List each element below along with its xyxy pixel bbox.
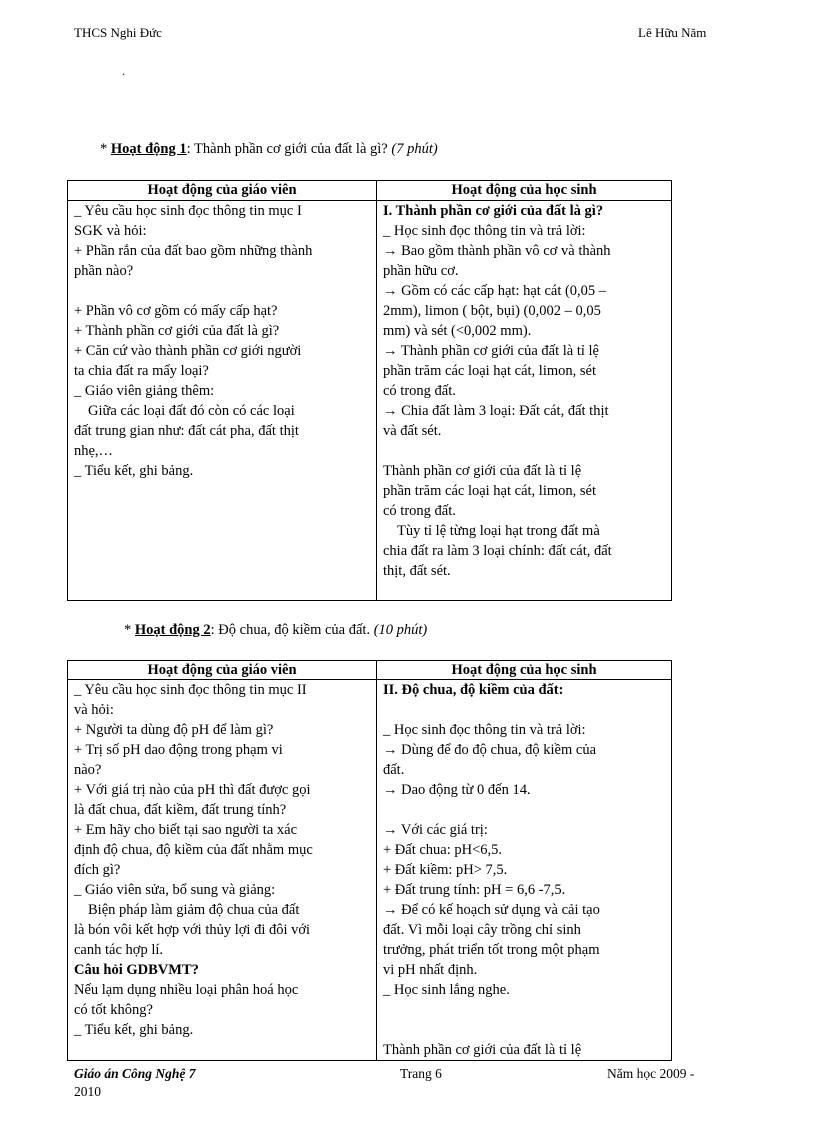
text-line: + Với giá trị nào của pH thì đất được gọi — [74, 782, 311, 798]
text-line: _ Học sinh đọc thông tin và trả lời: — [383, 222, 586, 239]
text-line: định độ chua, độ kiềm của đất nhằm mục — [74, 842, 313, 858]
text-line: phần hữu cơ. — [383, 262, 459, 279]
activity1-student-cell — [377, 200, 672, 600]
text-line: vi pH nhất định. — [383, 962, 478, 978]
text-line: + Đất trung tính: pH = 6,6 -7,5. — [383, 882, 566, 898]
section-heading: II. Độ chua, độ kiềm của đất: — [383, 682, 564, 698]
text-line: _ Giáo viên giảng thêm: — [74, 382, 215, 399]
activity1-title — [100, 141, 438, 158]
text-line: + Căn cứ vào thành phần cơ giới người — [74, 342, 302, 359]
activity2-teacher-cell — [68, 680, 377, 1061]
text-line: → Bao gồm thành phần vô cơ và thành — [383, 242, 611, 259]
text-line: Biện pháp làm giảm độ chua của đất — [88, 902, 300, 918]
text-line: và hỏi: — [74, 702, 114, 718]
activity2-col-teacher: Hoạt động của giáo viên — [68, 661, 377, 680]
text-line: nào? — [74, 762, 102, 778]
activity1-header-row — [68, 181, 672, 201]
text-line: → Thành phần cơ giới của đất là tỉ lệ — [383, 342, 599, 359]
text-line: + Phần rắn của đất bao gồm những thành — [74, 242, 313, 259]
activity2-title — [124, 622, 427, 639]
text-line: Nếu lạm dụng nhiều loại phân hoá học — [74, 982, 299, 998]
activity2-colon: : — [210, 622, 219, 638]
activity2-col-student: Hoạt động của học sinh — [377, 661, 672, 680]
text-line: 2mm), limon ( bột, bụi) (0,002 – 0,05 — [383, 302, 601, 319]
text-line: → Với các giá trị: — [383, 822, 488, 838]
text-line: nhẹ,… — [74, 442, 114, 459]
activity1-label: Hoạt động 1 — [110, 141, 187, 157]
text-line: + Phần vô cơ gồm có mấy cấp hạt? — [74, 302, 278, 319]
text-line: đất. Vì mỗi loại cây trồng chỉ sinh — [383, 922, 581, 938]
text-line: thịt, đất sét. — [383, 562, 451, 579]
text-line: có tốt không? — [74, 1002, 153, 1018]
text-line: SGK và hỏi: — [74, 222, 147, 239]
activity1-time: (7 phút) — [391, 141, 438, 157]
activity1-col-student: Hoạt động của học sinh — [377, 181, 672, 201]
text-line: _ Giáo viên sửa, bổ sung và giảng: — [74, 882, 276, 898]
activity1-star: * — [100, 141, 111, 157]
blank-line — [383, 441, 665, 461]
blank-line — [383, 800, 665, 820]
text-line: _ Học sinh đọc thông tin và trả lời: — [383, 722, 586, 738]
text-line: _ Tiểu kết, ghi bảng. — [74, 462, 194, 479]
gdbvmt-question: Câu hỏi GDBVMT? — [74, 962, 199, 978]
footer-title: Giáo án Công Nghệ 7 — [74, 1066, 196, 1081]
text-line: đất. — [383, 762, 405, 778]
footer-year-end: 2010 — [74, 1084, 101, 1099]
header-school: THCS Nghi Đức — [74, 25, 162, 40]
text-line: + Đất kiềm: pH> 7,5. — [383, 862, 508, 878]
text-line: là bón vôi kết hợp với thủy lợi đi đôi với — [74, 922, 311, 938]
footer-page: Trang 6 — [400, 1066, 442, 1081]
text-line: → Dao động từ 0 đến 14. — [383, 782, 531, 798]
text-line: và đất sét. — [383, 422, 442, 439]
text-line: phần nào? — [74, 262, 134, 279]
text-line: _ Yêu cầu học sinh đọc thông tin mục II — [74, 682, 307, 698]
text-line: có trong đất. — [383, 502, 456, 519]
text-line: + Thành phần cơ giới của đất là gì? — [74, 322, 280, 339]
section-heading: I. Thành phần cơ giới của đất là gì? — [383, 202, 604, 219]
activity1-teacher-cell — [68, 200, 377, 600]
text-line: là đất chua, đất kiềm, đất trung tính? — [74, 802, 287, 818]
text-line: phần trăm các loại hạt cát, limon, sét — [383, 362, 596, 379]
text-line: canh tác hợp lí. — [74, 942, 163, 958]
activity2-label: Hoạt động 2 — [134, 622, 211, 638]
blank-line — [74, 281, 370, 301]
activity2-table — [67, 660, 672, 1061]
text-line: → Chia đất làm 3 loại: Đất cát, đất thịt — [383, 402, 609, 419]
activity2-student-cell — [377, 680, 672, 1061]
text-line: _ Tiểu kết, ghi bảng. — [74, 1022, 194, 1038]
activity2-text: Độ chua, độ kiềm của đất. — [218, 622, 374, 638]
text-line: + Người ta dùng độ pH để làm gì? — [74, 722, 274, 738]
text-line: có trong đất. — [383, 382, 456, 399]
text-line: đích gì? — [74, 862, 121, 878]
activity2-time: (10 phút) — [373, 622, 428, 638]
activity2-body-row — [68, 680, 672, 1061]
activity2-header-row — [68, 661, 672, 680]
text-line: _ Học sinh lắng nghe. — [383, 982, 510, 998]
text-line: phần trăm các loại hạt cát, limon, sét — [383, 482, 596, 499]
footer-school-year: Năm học 2009 - — [607, 1066, 695, 1081]
blank-line — [383, 1020, 665, 1040]
text-line: ta chia đất ra mấy loại? — [74, 362, 209, 379]
text-line: → Gồm có các cấp hạt: hạt cát (0,05 – — [383, 282, 607, 299]
activity1-col-teacher: Hoạt động của giáo viên — [68, 181, 377, 201]
header-author: Lê Hữu Năm — [638, 25, 707, 40]
text-line: Thành phần cơ giới của đất là tỉ lệ — [383, 1042, 582, 1058]
activity1-colon: : — [186, 141, 195, 157]
activity1-table — [67, 180, 672, 601]
text-line: đất trung gian như: đất cát pha, đất thịt — [74, 422, 299, 439]
text-line: chia đất ra làm 3 loại chính: đất cát, đất — [383, 542, 612, 559]
text-line: → Dùng để đo độ chua, độ kiềm của — [383, 742, 597, 758]
activity1-body-row — [68, 200, 672, 600]
text-line: Giữa các loại đất đó còn có các loại — [88, 402, 295, 419]
text-line: _ Yêu cầu học sinh đọc thông tin mục I — [74, 202, 302, 219]
activity1-text: Thành phần cơ giới của đất là gì? — [194, 141, 392, 157]
text-line: trưởng, phát triển tốt trong một phạm — [383, 942, 600, 958]
stray-dot: . — [122, 64, 125, 78]
text-line: mm) và sét (<0,002 mm). — [383, 322, 532, 339]
text-line: Tùy tỉ lệ từng loại hạt trong đất mà — [397, 522, 600, 539]
activity2-star: * — [124, 622, 135, 638]
text-line: + Đất chua: pH<6,5. — [383, 842, 503, 858]
text-line: + Trị số pH dao động trong phạm vi — [74, 742, 283, 758]
text-line: Thành phần cơ giới của đất là tỉ lệ — [383, 462, 582, 479]
text-line: → Để có kế hoạch sử dụng và cải tạo — [383, 902, 600, 918]
text-line: + Em hãy cho biết tại sao người ta xác — [74, 822, 298, 838]
blank-line — [383, 700, 665, 720]
blank-line — [383, 1000, 665, 1020]
